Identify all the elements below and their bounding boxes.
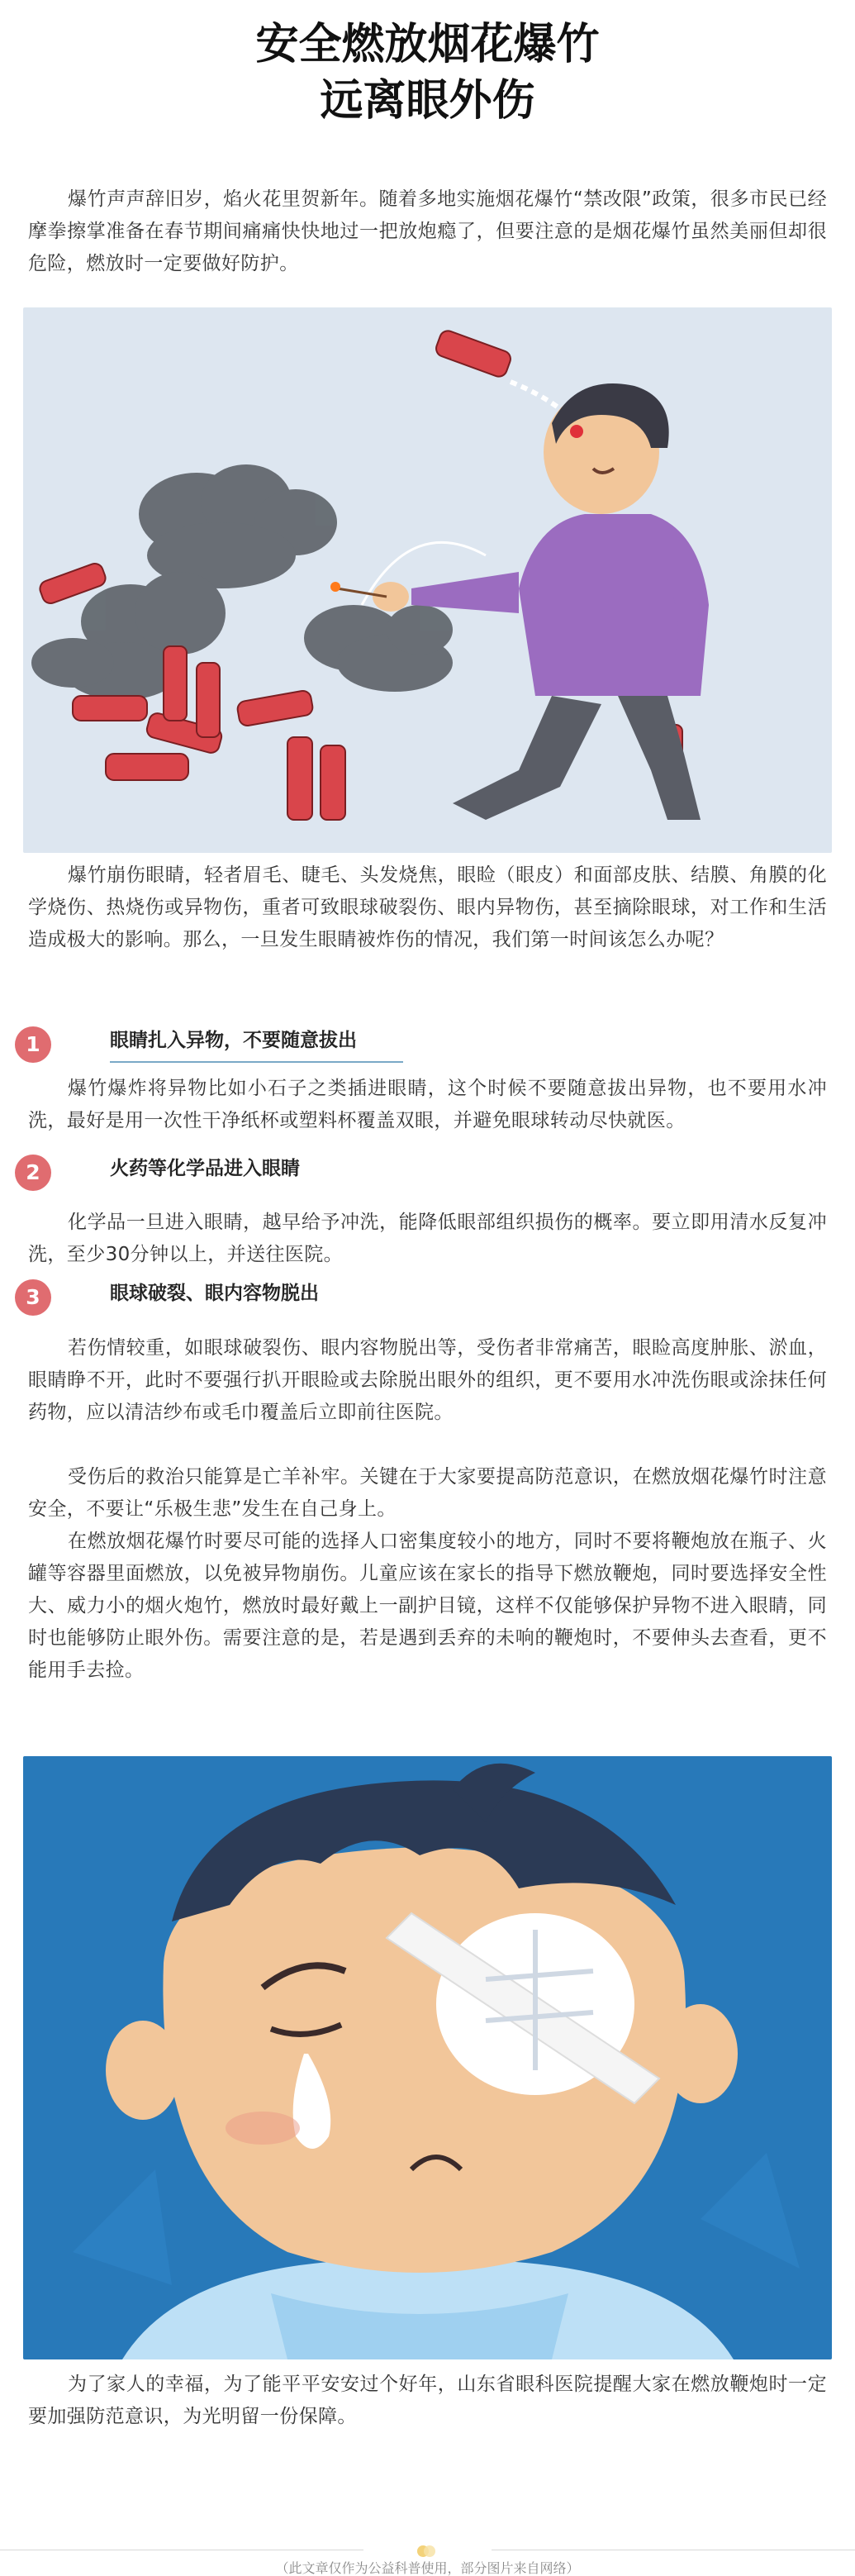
title-line-2: 远离眼外伤 [320,76,535,126]
bandaged-eye-crying-boy-illustration [23,1756,832,2359]
section-3-header [15,1278,362,1317]
prevention-paragraph-2: 在燃放烟花爆竹时要尽可能的选择人口密集度较小的地方，同时不要将鞭炮放在瓶子、火罐等容器里面燃放，以免被异物崩伤。儿童应该在家长的指导下燃放鞭炮，同时要选择安全性大、威力小的烟火炮竹，燃放时最好戴上一副护目镜，这样不仅能够保护异物不进入眼睛，同时也能够防止眼外伤。需要注意的是，若是遇到丢弃的未响的鞭炮时，不要伸头去查看，更不能用手去捡。 [28,1531,827,1681]
section-heading: 眼球破裂、眼内容物脱出 [110,1283,319,1304]
section-underline [110,1061,403,1063]
section-2-body: 化学品一旦进入眼睛，越早给予冲洗，能降低眼部组织损伤的概率。要立即用清水反复冲洗，至少30分钟以上，并送往医院。 [28,1212,827,1265]
injury-paragraph: 爆竹崩伤眼睛，轻者眉毛、睫毛、头发烧焦，眼睑（眼皮）和面部皮肤、结膜、角膜的化学烧伤、热烧伤或异物伤，重者可致眼球破裂伤、眼内异物伤，甚至摘除眼球，对工作和生活造成极大的影响。那么，一旦发生眼睛被炸伤的情况，我们第一时间该怎么办呢？ [28,864,827,950]
section-1-header [15,1025,403,1064]
section-3-body: 若伤情较重，如眼球破裂伤、眼内容物脱出等，受伤者非常痛苦，眼睑高度肿胀、淤血，眼睛睁不开，此时不要强行扒开眼睑或去除脱出眼外的组织，更不要用水冲洗伤眼或涂抹任何药物，应以清洁纱布或毛巾覆盖后立即前往医院。 [28,1337,827,1423]
intro-paragraph: 爆竹声声辞旧岁，焰火花里贺新年。随着多地实施烟花爆竹“禁改限”政策，很多市民已经摩拳擦掌准备在春节期间痛痛快快地过一把放炮瘾了，但要注意的是烟花爆竹虽然美丽但却很危险，燃放时一定要做好防护。 [28,188,827,274]
footer-note: （此文章仅作为公益科普使用，部分图片来自网络） [275,2560,580,2576]
section-1-body: 爆竹爆炸将异物比如小石子之类插进眼睛，这个时候不要随意拔出异物，也不要用水冲洗，最好是用一次性干净纸杯或塑料杯覆盖双眼，并避免眼球转动尽快就医。 [28,1078,827,1131]
section-number-badge: 3 [15,1279,51,1316]
section-2-header [15,1153,362,1193]
section-number-badge: 1 [15,1026,51,1063]
firecracker-eye-injury-illustration [23,307,832,853]
prevention-paragraph-1: 受伤后的救治只能算是亡羊补牢。关键在于大家要提高防范意识，在燃放烟花爆竹时注意安全，不要让“乐极生悲”发生在自己身上。 [28,1466,827,1520]
footer-ornament-icon [413,2544,439,2559]
title-line-1: 安全燃放烟花爆竹 [255,20,600,69]
section-heading: 火药等化学品进入眼睛 [110,1158,300,1179]
section-number-badge: 2 [15,1155,51,1191]
section-heading: 眼睛扎入异物，不要随意拔出 [110,1030,357,1051]
closing-paragraph: 为了家人的幸福，为了能平平安安过个好年，山东省眼科医院提醒大家在燃放鞭炮时一定要加强防范意识，为光明留一份保障。 [28,2374,827,2427]
